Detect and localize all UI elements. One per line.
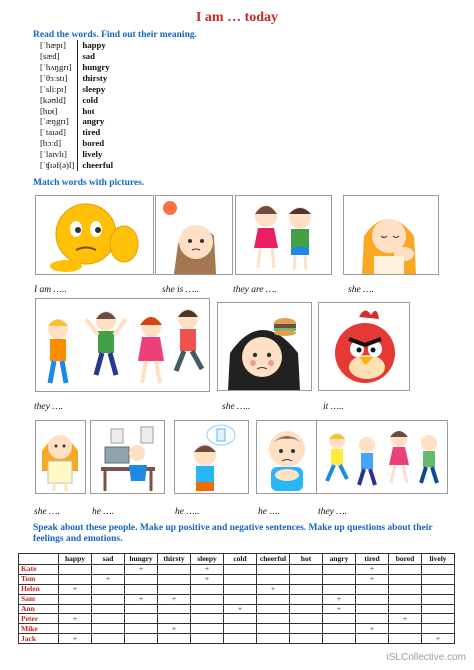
table-cell: + <box>356 574 389 584</box>
table-cell <box>389 565 422 575</box>
vocabulary-row <box>37 40 116 51</box>
feelings-table <box>18 553 455 644</box>
table-cell: + <box>125 594 158 604</box>
vocabulary-row <box>37 51 116 62</box>
table-column-header: sad <box>92 554 125 565</box>
picture-hungry-girl <box>217 302 312 391</box>
vocabulary-row <box>37 138 116 149</box>
table-cell <box>257 565 290 575</box>
table-cell <box>224 565 257 575</box>
table-cell <box>257 624 290 634</box>
caption-they-row3: they …. <box>318 507 348 517</box>
table-cell <box>59 565 92 575</box>
picture-cheerful-kids <box>316 420 448 494</box>
vocabulary-ipa: [ˈæŋgrɪ] <box>40 116 69 127</box>
table-cell: + <box>92 574 125 584</box>
table-cell: + <box>257 584 290 594</box>
table-cell <box>290 584 323 594</box>
vocabulary-word: cold <box>78 94 116 105</box>
table-cell: + <box>191 565 224 575</box>
table-cell: + <box>356 624 389 634</box>
table-cell <box>92 604 125 614</box>
vocabulary-word: sleepy <box>78 84 116 95</box>
table-cell <box>125 604 158 614</box>
table-row <box>19 634 455 644</box>
table-row-name: Mike <box>19 624 59 634</box>
vocabulary-row <box>37 94 116 105</box>
instruction-read: Read the words. Find out their meaning. <box>33 30 197 40</box>
vocabulary-row <box>37 116 116 127</box>
table-cell <box>356 604 389 614</box>
vocabulary-row <box>37 84 116 95</box>
table-cell <box>356 634 389 644</box>
picture-sleepy-girl <box>343 195 439 275</box>
table-cell <box>224 584 257 594</box>
vocabulary-word: cheerful <box>78 160 116 171</box>
table-row-name: Helen <box>19 584 59 594</box>
table-cell: + <box>224 604 257 614</box>
table-row <box>19 565 455 575</box>
table-cell <box>389 584 422 594</box>
caption-he-3: he …. <box>258 507 281 517</box>
table-column-header: thirsty <box>158 554 191 565</box>
table-row <box>19 614 455 624</box>
table-cell <box>422 565 455 575</box>
table-cell: + <box>59 614 92 624</box>
table-cell: + <box>191 574 224 584</box>
table-cell <box>290 565 323 575</box>
table-cell <box>290 624 323 634</box>
table-cell <box>257 634 290 644</box>
table-column-header: sleepy <box>191 554 224 565</box>
picture-sad-boy <box>256 420 318 494</box>
table-cell <box>191 584 224 594</box>
table-column-header: angry <box>323 554 356 565</box>
table-cell <box>389 624 422 634</box>
watermark: iSLCollective.com <box>386 652 466 663</box>
table-cell: + <box>158 594 191 604</box>
table-cell <box>323 574 356 584</box>
caption-she-row3: she …. <box>34 507 60 517</box>
table-cell <box>356 594 389 604</box>
table-cell <box>257 574 290 584</box>
table-column-header: hungry <box>125 554 158 565</box>
table-cell <box>158 634 191 644</box>
table-cell <box>290 604 323 614</box>
table-cell <box>125 574 158 584</box>
table-cell <box>191 624 224 634</box>
table-cell <box>158 584 191 594</box>
table-cell <box>290 614 323 624</box>
table-cell <box>59 604 92 614</box>
table-cell <box>422 584 455 594</box>
picture-tired-man-desk <box>90 420 165 494</box>
table-cell <box>224 574 257 584</box>
table-row-name: Sam <box>19 594 59 604</box>
table-column-header: bored <box>389 554 422 565</box>
table-row <box>19 624 455 634</box>
table-cell <box>224 624 257 634</box>
table-cell <box>257 594 290 604</box>
table-cell: + <box>323 604 356 614</box>
table-cell: + <box>59 584 92 594</box>
table-row-name: Peter <box>19 614 59 624</box>
table-cell <box>323 614 356 624</box>
table-column-header: tired <box>356 554 389 565</box>
table-cell <box>224 594 257 604</box>
vocabulary-ipa: [ˈhʌŋgrɪ] <box>40 61 72 72</box>
table-row-name: Tom <box>19 574 59 584</box>
table-cell: + <box>125 565 158 575</box>
picture-hot-girl <box>155 195 233 275</box>
vocabulary-word: bored <box>78 138 116 149</box>
vocabulary-ipa: [bɔːd] <box>40 138 62 149</box>
table-corner-cell <box>19 554 59 565</box>
table-cell <box>290 634 323 644</box>
table-cell <box>422 594 455 604</box>
caption-he-1: he …. <box>92 507 115 517</box>
table-cell <box>323 624 356 634</box>
table-cell <box>356 614 389 624</box>
table-cell <box>158 574 191 584</box>
table-column-header: cold <box>224 554 257 565</box>
table-cell <box>290 594 323 604</box>
vocabulary-word: hungry <box>78 62 116 73</box>
table-cell <box>92 614 125 624</box>
table-cell <box>290 574 323 584</box>
vocabulary-row <box>37 73 116 84</box>
table-cell <box>224 614 257 624</box>
table-cell: + <box>389 614 422 624</box>
table-cell <box>125 634 158 644</box>
table-column-header: cheerful <box>257 554 290 565</box>
worksheet-title: I am … today <box>195 10 279 25</box>
table-cell: + <box>59 634 92 644</box>
table-cell <box>92 624 125 634</box>
table-cell <box>59 594 92 604</box>
table-row <box>19 604 455 614</box>
vocabulary-ipa: [ˈtaɪəd] <box>40 127 66 138</box>
vocabulary-row <box>37 105 116 116</box>
table-cell: + <box>356 565 389 575</box>
instruction-match: Match words with pictures. <box>33 178 145 188</box>
caption-i-am: I am ….. <box>34 285 67 295</box>
vocabulary-ipa: [sæd] <box>40 51 60 62</box>
picture-angry-bird <box>318 302 410 391</box>
vocabulary-word: sad <box>78 51 116 62</box>
table-cell: + <box>158 624 191 634</box>
caption-they-row2: they …. <box>34 402 64 412</box>
table-cell <box>323 634 356 644</box>
caption-he-2: he ….. <box>175 507 200 517</box>
table-column-header: lively <box>422 554 455 565</box>
table-cell <box>59 624 92 634</box>
table-cell <box>158 614 191 624</box>
instruction-speak: Speak about these people. Make up positive and negative sentences. Make up questions about their feelings and emotions. <box>33 523 433 544</box>
caption-it: it ….. <box>323 402 344 412</box>
vocabulary-word: tired <box>78 127 116 138</box>
table-cell <box>422 614 455 624</box>
picture-thoughtful-emoji <box>35 195 154 275</box>
table-cell <box>224 634 257 644</box>
table-cell <box>92 565 125 575</box>
vocabulary-ipa: [ˈʧɪəf(ə)l] <box>40 159 75 170</box>
vocabulary-word: happy <box>78 40 116 51</box>
table-cell <box>92 584 125 594</box>
table-cell <box>356 584 389 594</box>
picture-cold-girl <box>35 420 86 494</box>
table-row-name: Ann <box>19 604 59 614</box>
table-cell <box>257 604 290 614</box>
table-column-header: happy <box>59 554 92 565</box>
table-column-header: hot <box>290 554 323 565</box>
table-cell <box>191 604 224 614</box>
table-header-row <box>19 554 455 565</box>
table-cell <box>257 614 290 624</box>
table-cell <box>92 594 125 604</box>
picture-two-kids <box>235 195 332 275</box>
table-cell <box>422 604 455 614</box>
table-cell <box>422 624 455 634</box>
table-cell <box>191 634 224 644</box>
vocabulary-word: angry <box>78 116 116 127</box>
vocabulary-ipa: [kəʊld] <box>40 94 66 105</box>
table-cell <box>389 594 422 604</box>
table-row <box>19 584 455 594</box>
vocabulary-row <box>37 127 116 138</box>
caption-they-are: they are …. <box>233 285 277 295</box>
vocabulary-row <box>37 62 116 73</box>
picture-lively-kids <box>35 298 210 392</box>
table-cell <box>422 574 455 584</box>
table-cell: + <box>323 594 356 604</box>
table-cell <box>125 614 158 624</box>
table-cell: + <box>422 634 455 644</box>
table-cell <box>389 574 422 584</box>
vocabulary-ipa: [ˈlaɪvlɪ] <box>40 149 67 160</box>
table-cell <box>389 634 422 644</box>
vocabulary-ipa: [hɒt] <box>40 105 58 116</box>
table-cell <box>389 604 422 614</box>
table-row <box>19 594 455 604</box>
table-cell <box>92 634 125 644</box>
table-row-name: Jack <box>19 634 59 644</box>
picture-thirsty-boy <box>174 420 249 494</box>
vocabulary-word: hot <box>78 105 116 116</box>
vocabulary-row <box>37 149 116 160</box>
vocabulary-word: thirsty <box>78 73 116 84</box>
vocabulary-ipa: [ˈhæpɪ] <box>40 40 66 51</box>
table-cell <box>125 624 158 634</box>
table-cell <box>158 604 191 614</box>
table-cell <box>323 565 356 575</box>
table-row-name: Kate <box>19 565 59 575</box>
table-cell <box>59 574 92 584</box>
table-cell <box>323 584 356 594</box>
vocabulary-word: lively <box>78 149 116 160</box>
table-cell <box>125 584 158 594</box>
caption-she-row2: she ….. <box>222 402 251 412</box>
vocabulary-table <box>37 40 116 171</box>
table-row <box>19 574 455 584</box>
vocabulary-ipa: [ˈθɜːstɪ] <box>40 72 68 83</box>
caption-she-is: she is ….. <box>162 285 199 295</box>
table-cell <box>191 594 224 604</box>
table-cell <box>158 565 191 575</box>
caption-she-row1: she …. <box>348 285 374 295</box>
vocabulary-row <box>37 160 116 171</box>
table-cell <box>191 614 224 624</box>
vocabulary-ipa: [ˈsliːpɪ] <box>40 83 67 94</box>
